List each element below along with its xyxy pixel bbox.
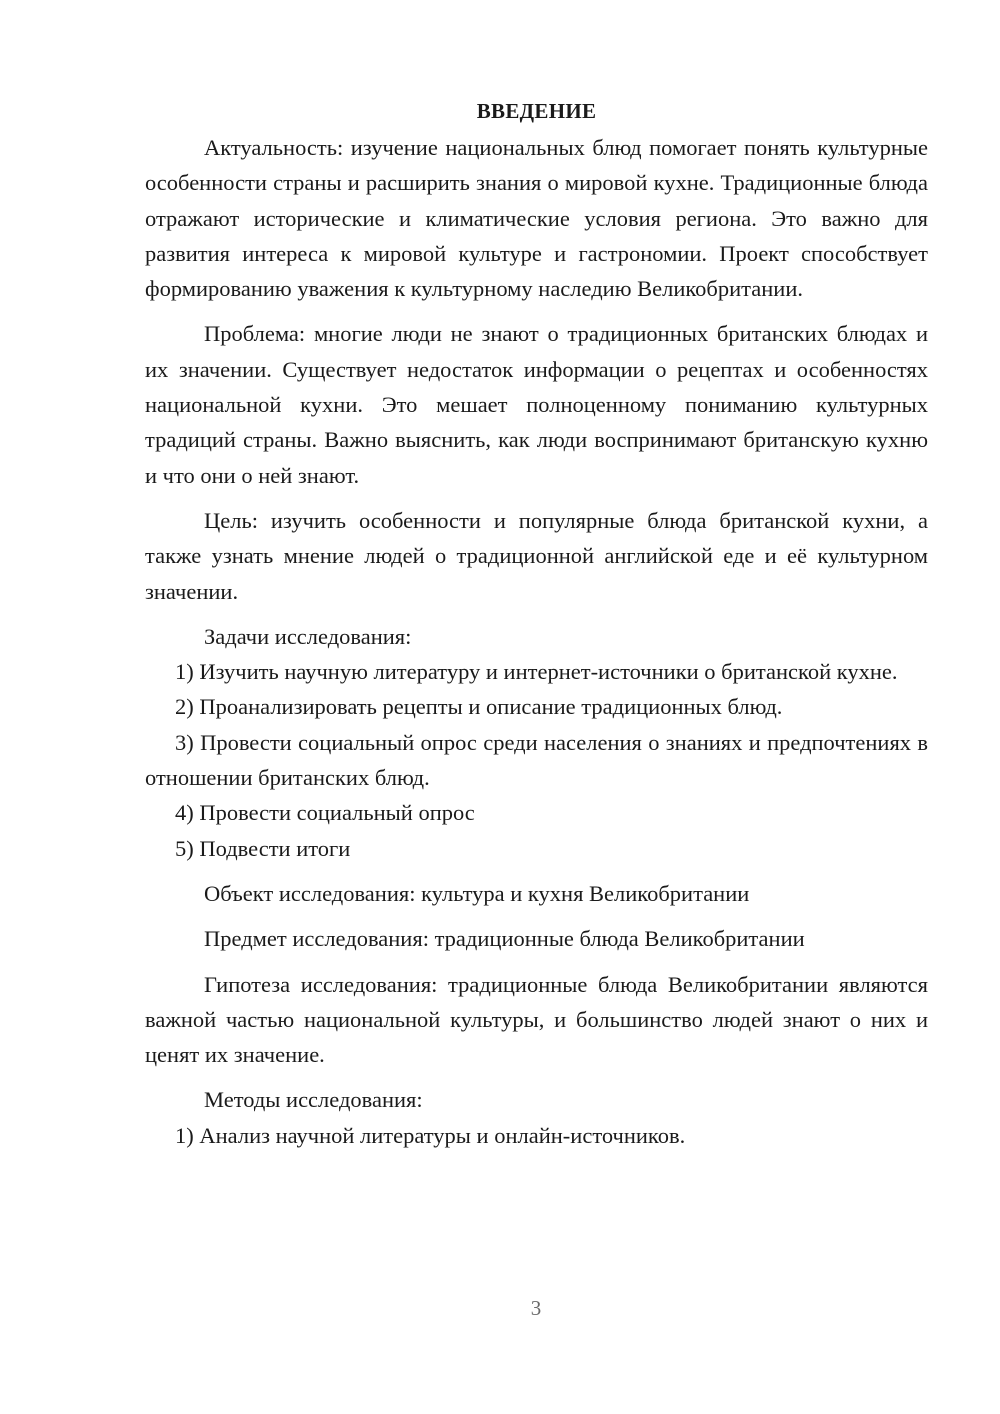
subject-paragraph: Предмет исследования: традиционные блюда Великобритании <box>204 926 805 952</box>
task-item: 2) Проанализировать рецепты и описание традиционных блюд. <box>175 694 783 720</box>
object-paragraph: Объект исследования: культура и кухня Великобритании <box>204 880 750 906</box>
task-item: 1) Изучить научную литературу и интернет-источники о британской кухне. <box>175 659 898 685</box>
tasks-heading: Задачи исследования: <box>204 623 412 649</box>
methods-heading: Методы исследования: <box>204 1087 423 1113</box>
method-item: 1) Анализ научной литературы и онлайн-источников. <box>175 1122 686 1148</box>
page-content <box>145 96 928 1153</box>
goal-paragraph: Цель: изучить особенности и популярные блюда британской кухни, а также узнать мнение людей о традиционной английской еде и её культурном значении. <box>145 507 928 604</box>
task-item: 3) Провести социальный опрос среди населения о знаниях и предпочтениях в отношении британских блюд. <box>145 729 928 791</box>
hypothesis-paragraph: Гипотеза исследования: традиционные блюда Великобритании являются важной частью национальной культуры, и большинство людей знают о них и ценят их значение. <box>145 971 928 1068</box>
page-number: 3 <box>530 1296 542 1320</box>
problem-paragraph: Проблема: многие люди не знают о традиционных британских блюдах и их значении. Существует недостаток информации о рецептах и особенностях национальной кухни. Это мешает полноценному пониманию культурных традиций страны. Важно выяснить, как люди воспринимают британскую кухню и что они о ней знают. <box>145 321 928 488</box>
page-title: ВВЕДЕНИЕ <box>476 99 597 123</box>
task-item: 5) Подвести итоги <box>175 835 351 861</box>
relevance-paragraph: Актуальность: изучение национальных блюд помогает понять культурные особенности страны и расширить знания о мировой кухне. Традиционные блюда отражают исторические и климатические условия региона. Это важно для развития интереса к мировой культуре и гастрономии. Проект способствует формированию уважения к культурному наследию Великобритании. <box>145 135 928 302</box>
task-item: 4) Провести социальный опрос <box>175 800 475 826</box>
